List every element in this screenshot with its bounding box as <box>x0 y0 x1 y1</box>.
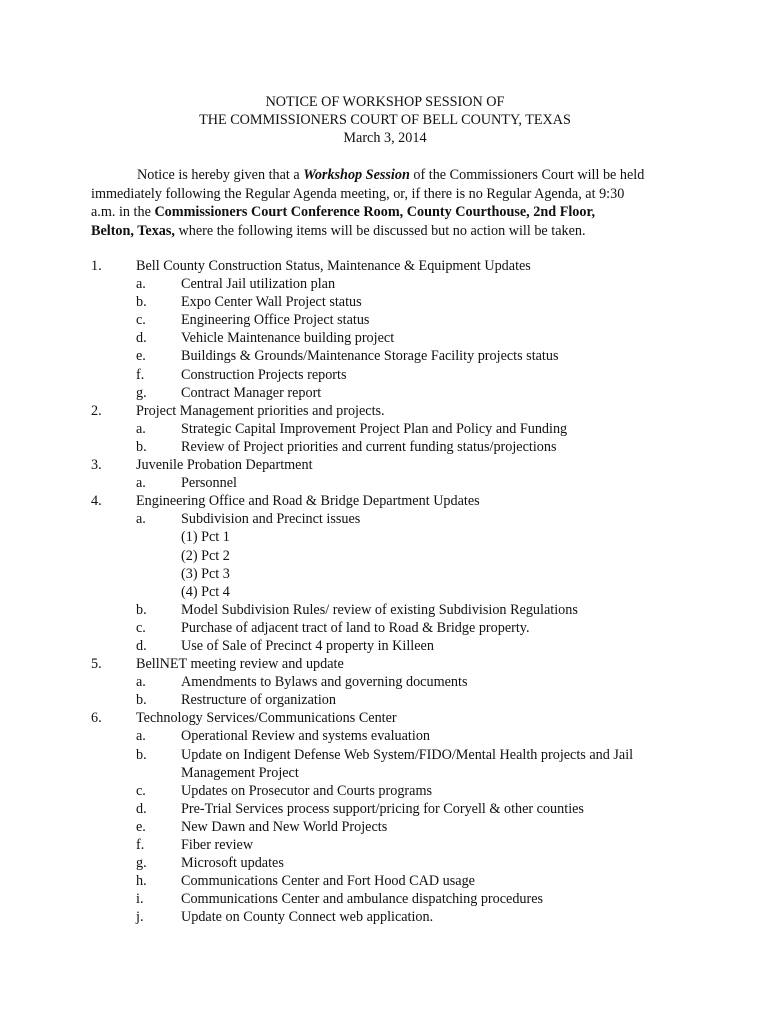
agenda-subitem-letter: g. <box>136 855 147 872</box>
agenda-subitem <box>0 293 770 311</box>
agenda-subitem-text: Strategic Capital Improvement Project Plan and Policy and Funding <box>181 420 568 437</box>
agenda-item <box>0 492 770 510</box>
agenda-subitem-letter: a. <box>136 475 146 492</box>
agenda-subitem <box>0 583 770 601</box>
agenda-subitem-letter: d. <box>136 330 147 347</box>
agenda-subitem-text: Restructure of organization <box>181 692 336 709</box>
agenda-subitem-letter: a. <box>136 728 146 745</box>
agenda-subitem <box>0 836 770 854</box>
agenda-subitem <box>0 872 770 890</box>
agenda-subitem-text: Vehicle Maintenance building project <box>181 330 395 347</box>
agenda-item <box>0 402 770 420</box>
agenda-subitem-text: (1) Pct 1 <box>181 529 230 546</box>
agenda-item-title: Technology Services/Communications Center <box>136 710 397 727</box>
intro-text: of the Commissioners Court will be held <box>409 167 645 183</box>
agenda-item-number: 1. <box>91 258 102 274</box>
agenda-subitem-letter: a. <box>136 276 146 293</box>
agenda-subitem-letter: b. <box>136 294 147 311</box>
agenda-subitem-text: Management Project <box>181 764 299 781</box>
agenda-subitem-letter: c. <box>136 782 146 799</box>
agenda-subitem <box>0 474 770 492</box>
agenda-item-title: Juvenile Probation Department <box>136 457 313 474</box>
agenda-subitem <box>0 691 770 709</box>
agenda-subitem-letter: f. <box>136 837 145 853</box>
agenda-subitem <box>0 908 770 926</box>
agenda-subitem <box>0 311 770 329</box>
agenda-subitem-letter: g. <box>136 384 147 401</box>
agenda-subitem-text: Communications Center and ambulance dispatching procedures <box>181 891 544 908</box>
agenda-subitem-text: Review of Project priorities and current funding status/projections <box>181 438 557 455</box>
agenda-subitem-text: Use of Sale of Precinct 4 property in Killeen <box>181 637 434 654</box>
agenda-subitem-text: Amendments to Bylaws and governing documents <box>181 674 468 691</box>
session-type: Workshop Session <box>303 167 410 183</box>
agenda-item-number: 4. <box>91 493 102 510</box>
agenda-subitem-text: Contract Manager report <box>181 384 322 401</box>
intro-text: a.m. in the <box>91 204 155 220</box>
agenda-subitem-text: Pre-Trial Services process support/pricing for Coryell & other counties <box>181 800 584 817</box>
intro-text: where the following items will be discussed but no action will be taken. <box>174 222 586 239</box>
agenda-item <box>0 257 770 275</box>
agenda-subitem-text: Fiber review <box>181 837 254 853</box>
agenda-subitem-text: Subdivision and Precinct issues <box>181 511 361 528</box>
agenda-item <box>0 655 770 673</box>
agenda-subitem-text: Engineering Office Project status <box>181 312 370 329</box>
agenda-item <box>0 456 770 474</box>
agenda-subitem-letter: c. <box>136 619 146 636</box>
agenda-subitem <box>0 637 770 655</box>
agenda-subitem <box>0 746 770 764</box>
notice-header <box>0 93 770 147</box>
agenda-subitem <box>0 547 770 565</box>
agenda-item-title: Project Management priorities and projects. <box>136 402 385 419</box>
intro-line-4 <box>91 222 691 241</box>
agenda-item-number: 2. <box>91 402 102 419</box>
agenda-subitem <box>0 782 770 800</box>
agenda-subitem-text: (2) Pct 2 <box>181 547 230 564</box>
agenda-subitem-text: Operational Review and systems evaluation <box>181 728 431 745</box>
agenda-subitem <box>0 727 770 745</box>
agenda-subitem <box>0 420 770 438</box>
agenda-subitem-letter: a. <box>136 511 146 528</box>
agenda-item-number: 5. <box>91 656 102 673</box>
agenda-subitem-text: (4) Pct 4 <box>181 583 230 600</box>
intro-line-1 <box>91 166 691 185</box>
meeting-location: Commissioners Court Conference Room, County Courthouse, 2nd Floor, <box>154 204 596 220</box>
agenda-subitem-letter: f. <box>136 366 145 383</box>
agenda-subitem-letter: d. <box>136 800 147 817</box>
agenda-subitem-letter: i. <box>136 891 144 908</box>
agenda-subitem-letter: c. <box>136 312 146 329</box>
agenda-subitem <box>0 275 770 293</box>
agenda-item-number: 3. <box>91 457 102 474</box>
agenda-item-number: 6. <box>91 710 102 727</box>
agenda-subitem-text: Microsoft updates <box>181 855 284 872</box>
agenda-subitem-text: Update on County Connect web application. <box>181 909 434 926</box>
agenda-item-title: BellNET meeting review and update <box>136 656 344 673</box>
agenda-subitem <box>0 329 770 347</box>
agenda-subitem-letter: e. <box>136 818 146 835</box>
agenda-subitem-text: Communications Center and Fort Hood CAD usage <box>181 873 475 890</box>
agenda-subitem-letter: a. <box>136 420 146 437</box>
intro-line-2: immediately following the Regular Agenda meeting, or, if there is no Regular Agenda, at 9:30 <box>91 185 625 202</box>
agenda-subitem-letter: b. <box>136 746 147 763</box>
agenda-subitem <box>0 366 770 384</box>
agenda-subitem-text: New Dawn and New World Projects <box>181 818 388 835</box>
court-title: THE COMMISSIONERS COURT OF BELL COUNTY, TEXAS <box>199 112 571 128</box>
agenda-subitem-letter: b. <box>136 601 147 618</box>
agenda-list <box>0 257 770 926</box>
intro-text: Notice is hereby given that a <box>137 167 304 183</box>
agenda-subitem <box>0 510 770 528</box>
notice-date: March 3, 2014 <box>343 130 427 146</box>
agenda-subitem-text: Purchase of adjacent tract of land to Road & Bridge property. <box>181 619 530 636</box>
agenda-subitem-text: Central Jail utilization plan <box>181 276 336 293</box>
agenda-subitem-text: Model Subdivision Rules/ review of existing Subdivision Regulations <box>181 601 578 618</box>
agenda-subitem-letter: b. <box>136 438 147 455</box>
agenda-subitem-text: Expo Center Wall Project status <box>181 294 362 311</box>
agenda-subitem <box>0 673 770 691</box>
agenda-subitem-letter: d. <box>136 637 147 654</box>
agenda-item-title: Bell County Construction Status, Maintenance & Equipment Updates <box>136 258 531 274</box>
notice-paragraph <box>91 166 691 240</box>
agenda-subitem <box>0 619 770 637</box>
notice-title: NOTICE OF WORKSHOP SESSION OF <box>265 94 505 110</box>
agenda-subitem <box>0 764 770 782</box>
agenda-subitem-letter: j. <box>136 909 144 926</box>
agenda-subitem <box>0 818 770 836</box>
agenda-subitem-letter: b. <box>136 692 147 709</box>
agenda-item <box>0 709 770 727</box>
agenda-subitem-text: Buildings & Grounds/Maintenance Storage Facility projects status <box>181 348 559 365</box>
agenda-subitem <box>0 800 770 818</box>
agenda-subitem <box>0 438 770 456</box>
agenda-subitem <box>0 347 770 365</box>
agenda-subitem-text: Personnel <box>181 475 237 492</box>
agenda-subitem-letter: a. <box>136 674 146 691</box>
agenda-subitem <box>0 528 770 546</box>
intro-line-3 <box>91 203 691 222</box>
agenda-subitem-text: (3) Pct 3 <box>181 565 230 582</box>
agenda-subitem <box>0 565 770 583</box>
agenda-subitem-letter: e. <box>136 348 146 365</box>
agenda-subitem-text: Updates on Prosecutor and Courts programs <box>181 782 432 799</box>
agenda-subitem-text: Update on Indigent Defense Web System/FIDO/Mental Health projects and Jail <box>181 746 634 763</box>
agenda-item-title: Engineering Office and Road & Bridge Department Updates <box>136 493 480 510</box>
agenda-subitem-text: Construction Projects reports <box>181 366 347 383</box>
agenda-subitem <box>0 854 770 872</box>
agenda-subitem <box>0 601 770 619</box>
agenda-subitem <box>0 384 770 402</box>
agenda-subitem <box>0 890 770 908</box>
agenda-subitem-letter: h. <box>136 873 147 890</box>
meeting-city: Belton, Texas, <box>91 222 175 239</box>
